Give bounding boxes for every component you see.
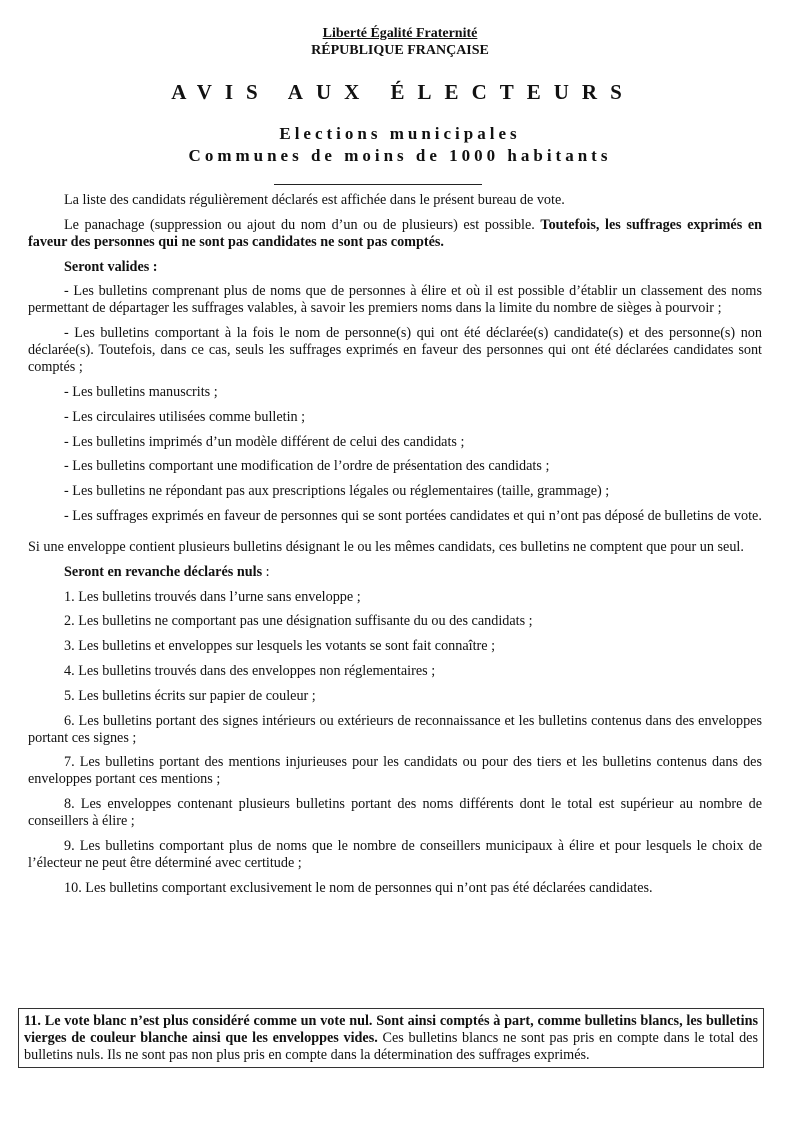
valid-item: - Les bulletins comportant à la fois le nom de personne(s) qui ont été déclarée(s) candidate(s) et des personne(s) non déclarée(s). Toutefois, dans ce cas, seuls les suffrages exprimés en faveur des personnes qui ont été déclarées candidates sont comptés ; xyxy=(28,325,762,376)
panachage-text: Le panachage (suppression ou ajout du nom d’un ou de plusieurs) est possible. xyxy=(64,216,541,233)
blank-vote-text: Ces bulletins blancs ne sont pas pris en compte dans le total des bulletins nuls. Ils ne sont pas non plus pris en compte dans la détermination des suffrages exprimés. xyxy=(24,1030,758,1063)
valid-item: - Les bulletins comportant une modification de l’ordre de présentation des candidats ; xyxy=(64,458,550,475)
valid-item: - Les bulletins manuscrits ; xyxy=(64,383,218,400)
null-item: 1. Les bulletins trouvés dans l’urne sans enveloppe ; xyxy=(64,588,361,605)
subtitle-communes: Communes de moins de 1000 habitants xyxy=(188,146,612,165)
null-heading-colon: : xyxy=(262,563,270,580)
valid-item: - Les bulletins comprenant plus de noms que de personnes à élire et où il est possible d’établir un classement des noms permettant de départager les suffrages valables, à savoir les premiers noms dans la limite du nombre de sièges à pourvoir ; xyxy=(28,283,762,317)
subtitle-elections: Elections municipales xyxy=(279,124,521,143)
valid-item: - Les circulaires utilisées comme bulletin ; xyxy=(64,408,306,425)
republic-motto: Liberté Égalité Fraternité xyxy=(322,26,478,41)
blank-vote-box xyxy=(18,1008,764,1068)
null-heading-text: Seront en revanche déclarés nuls xyxy=(64,563,263,580)
valid-item: - Les suffrages exprimés en faveur de personnes qui se sont portées candidates et qui n’ont pas déposé de bulletins de vote. xyxy=(64,507,762,524)
republic-name: RÉPUBLIQUE FRANÇAISE xyxy=(311,43,489,58)
panachage-paragraph xyxy=(28,217,762,251)
null-item: 4. Les bulletins trouvés dans des enveloppes non réglementaires ; xyxy=(64,662,436,679)
null-item: 7. Les bulletins portant des mentions injurieuses pour les candidats ou pour des tiers et les bulletins contenus dans des enveloppes portant ces mentions ; xyxy=(28,754,762,788)
title-divider xyxy=(274,184,482,185)
page-title: AVIS AUX ÉLECTEURS xyxy=(171,80,635,104)
valid-item: - Les bulletins ne répondant pas aux prescriptions légales ou réglementaires (taille, grammage) ; xyxy=(64,483,610,500)
null-item: 10. Les bulletins comportant exclusivement le nom de personnes qui n’ont pas été déclarées candidates. xyxy=(64,879,653,896)
null-item: 6. Les bulletins portant des signes intérieurs ou extérieurs de reconnaissance et les bulletins contenus dans des enveloppes portant ces signes ; xyxy=(28,712,762,746)
blank-vote-bold: 11. Le vote blanc n’est plus considéré comme un vote nul. Sont ainsi comptés à part, comme bulletins blancs, les bulletins vierges de couleur blanche ainsi que les enveloppes vides. xyxy=(24,1013,758,1046)
null-item: 9. Les bulletins comportant plus de noms que le nombre de conseillers municipaux à élire et pour lesquels le choix de l’électeur ne peut être déterminé avec certitude ; xyxy=(28,837,762,871)
panachage-warning: Toutefois, les suffrages exprimés en faveur des personnes qui ne sont pas candidates ne sont pas comptés. xyxy=(28,216,763,250)
null-item: 2. Les bulletins ne comportant pas une désignation suffisante du ou des candidats ; xyxy=(64,613,533,630)
valid-heading: Seront valides : xyxy=(64,258,158,275)
null-item: 3. Les bulletins et enveloppes sur lesquels les votants se sont fait connaître ; xyxy=(64,638,496,655)
notice-body xyxy=(28,192,762,905)
valid-item: - Les bulletins imprimés d’un modèle différent de celui des candidats ; xyxy=(64,433,465,450)
envelope-note: Si une enveloppe contient plusieurs bulletins désignant le ou les mêmes candidats, ces bulletins ne comptent que pour un seul. xyxy=(28,538,744,555)
intro-paragraph: La liste des candidats régulièrement déclarés est affichée dans le présent bureau de vote. xyxy=(64,192,565,208)
null-item: 5. Les bulletins écrits sur papier de couleur ; xyxy=(64,687,316,704)
null-heading xyxy=(28,564,762,581)
null-item: 8. Les enveloppes contenant plusieurs bulletins portant des noms différents dont le total est supérieur au nombre de conseillers à élire ; xyxy=(28,796,762,830)
